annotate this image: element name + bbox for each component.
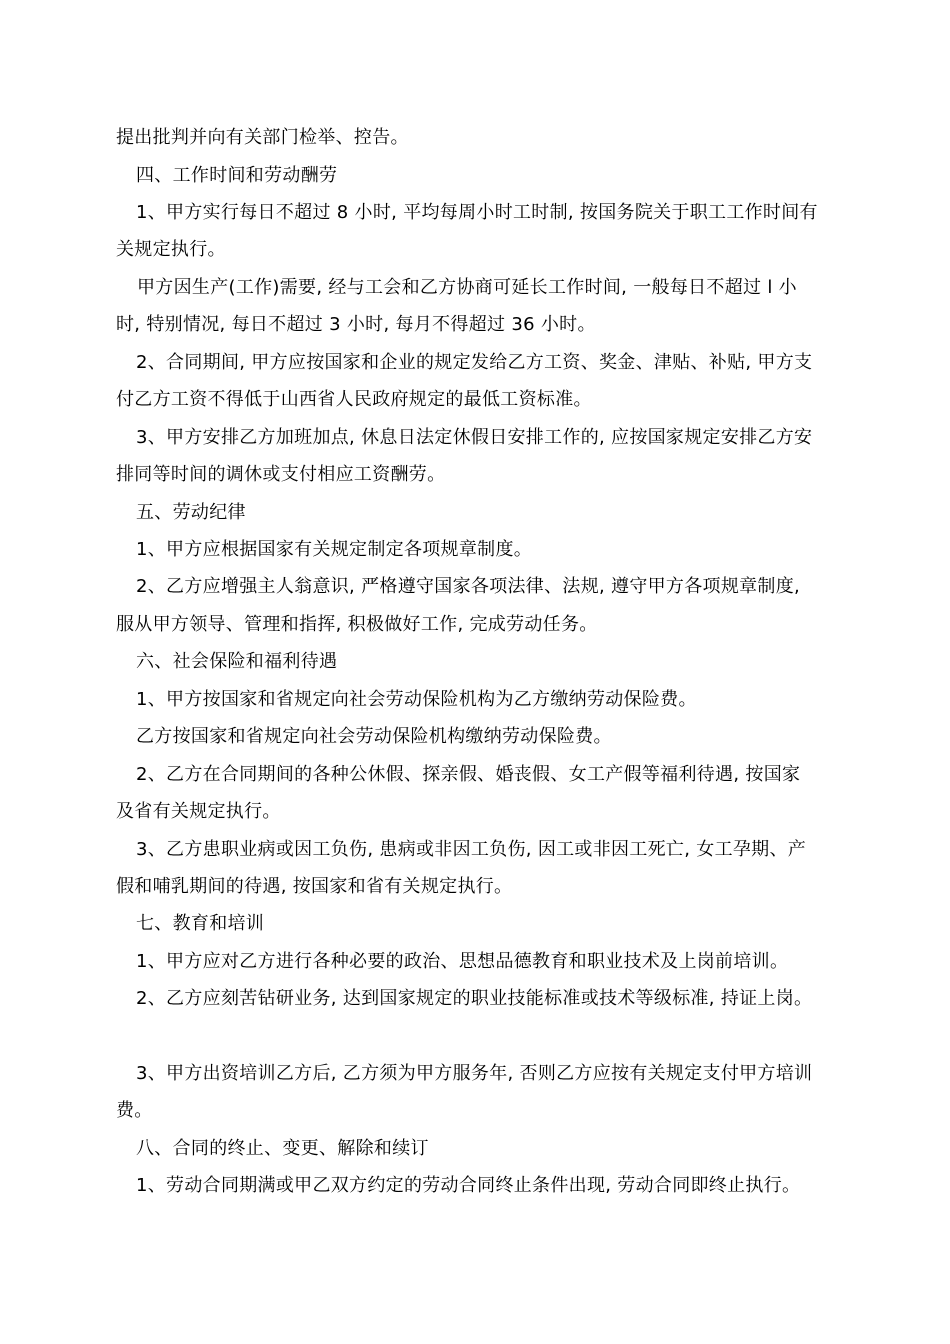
paragraph-line: 甲方因生产(工作)需要, 经与工会和乙方协商可延长工作时间, 一般每日不超过 l 小 xyxy=(137,277,797,298)
paragraph-line: 2、乙方在合同期间的各种公休假、探亲假、婚丧假、女工产假等福利待遇, 按国家 xyxy=(136,764,801,785)
paragraph-line: 排同等时间的调休或支付相应工资酬劳。 xyxy=(116,464,446,485)
paragraph-line: 提出批判并向有关部门检举、控告。 xyxy=(116,127,409,148)
paragraph-line: 及省有关规定执行。 xyxy=(116,801,281,822)
paragraph-line: 假和哺乳期间的待遇, 按国家和省有关规定执行。 xyxy=(116,876,513,897)
paragraph-line: 付乙方工资不得低于山西省人民政府规定的最低工资标准。 xyxy=(116,389,592,410)
section-heading-discipline: 五、劳动纪律 xyxy=(136,502,246,523)
paragraph-line: 1、劳动合同期满或甲乙双方约定的劳动合同终止条件出现, 劳动合同即终止执行。 xyxy=(136,1175,801,1196)
paragraph-line: 2、合同期间, 甲方应按国家和企业的规定发给乙方工资、奖金、津贴、补贴, 甲方支 xyxy=(136,352,813,373)
paragraph-line: 费。 xyxy=(116,1100,153,1121)
paragraph-line: 1、甲方实行每日不超过 8 小时, 平均每周小时工时制, 按国务院关于职工工作时间有 xyxy=(136,202,818,223)
paragraph-line: 1、甲方应对乙方进行各种必要的政治、思想品德教育和职业技术及上岗前培训。 xyxy=(136,951,789,972)
paragraph-line: 2、乙方应刻苦钻研业务, 达到国家规定的职业技能标准或技术等级标准, 持证上岗。 xyxy=(136,988,813,1009)
paragraph-line: 3、甲方出资培训乙方后, 乙方须为甲方服务年, 否则乙方应按有关规定支付甲方培训 xyxy=(136,1063,813,1084)
paragraph-line: 3、甲方安排乙方加班加点, 休息日法定休假日安排工作的, 应按国家规定安排乙方安 xyxy=(136,427,813,448)
section-heading-termination: 八、合同的终止、变更、解除和续订 xyxy=(136,1138,429,1159)
section-heading-education: 七、教育和培训 xyxy=(136,913,265,934)
paragraph-line: 时, 特别情况, 每日不超过 3 小时, 每月不得超过 36 小时。 xyxy=(116,314,596,335)
section-heading-working-hours: 四、工作时间和劳动酬劳 xyxy=(136,165,338,186)
paragraph-line: 乙方按国家和省规定向社会劳动保险机构缴纳劳动保险费。 xyxy=(136,726,612,747)
paragraph-line: 1、甲方应根据国家有关规定制定各项规章制度。 xyxy=(136,539,533,560)
paragraph-line: 3、乙方患职业病或因工负伤, 患病或非因工负伤, 因工或非因工死亡, 女工孕期、产 xyxy=(136,839,807,860)
section-heading-insurance: 六、社会保险和福利待遇 xyxy=(136,651,338,672)
paragraph-line: 关规定执行。 xyxy=(116,239,226,260)
paragraph-line: 服从甲方领导、管理和指挥, 积极做好工作, 完成劳动任务。 xyxy=(116,614,598,635)
paragraph-line: 1、甲方按国家和省规定向社会劳动保险机构为乙方缴纳劳动保险费。 xyxy=(136,689,697,710)
paragraph-line: 2、乙方应增强主人翁意识, 严格遵守国家各项法律、法规, 遵守甲方各项规章制度, xyxy=(136,576,801,597)
